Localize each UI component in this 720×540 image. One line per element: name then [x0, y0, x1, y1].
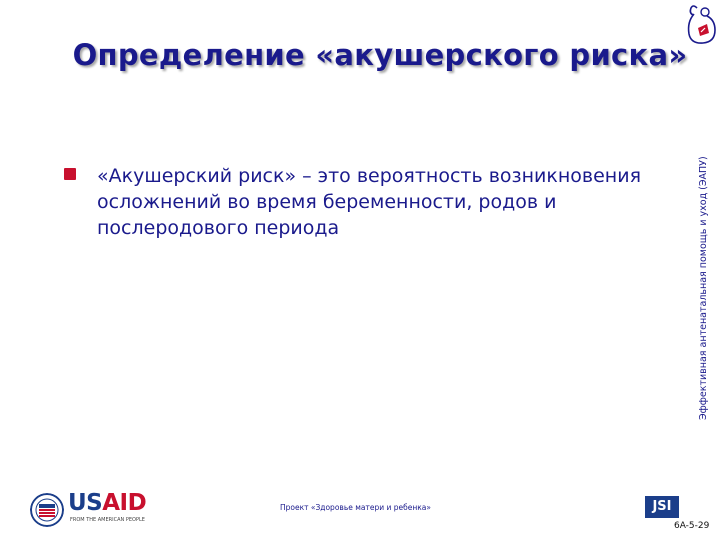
bullet-text: «Акушерский риск» – это вероятность возникновения осложнений во время беременности, родов и послеродового периода [97, 165, 642, 239]
usaid-wordmark-aid: AID [102, 490, 147, 516]
page-number: 6A-5-29 [674, 521, 710, 531]
usaid-tagline: FROM THE AMERICAN PEOPLE [70, 517, 145, 523]
usaid-wordmark [68, 490, 146, 516]
jsi-logo: JSI [645, 496, 679, 518]
slide-title: Определение «акушерского риска» [72, 38, 688, 72]
mother-and-child-icon [683, 2, 719, 46]
bullet-item [64, 163, 664, 241]
project-caption: Проект «Здоровье матери и ребенка» [280, 503, 431, 512]
usaid-logo [30, 492, 160, 528]
side-caption: Эффективная антенатальная помощь и уход (ЭАПУ) [698, 156, 709, 420]
square-bullet-icon [64, 168, 76, 180]
usaid-wordmark-us: US [68, 490, 103, 516]
usaid-seal-icon [30, 493, 64, 527]
